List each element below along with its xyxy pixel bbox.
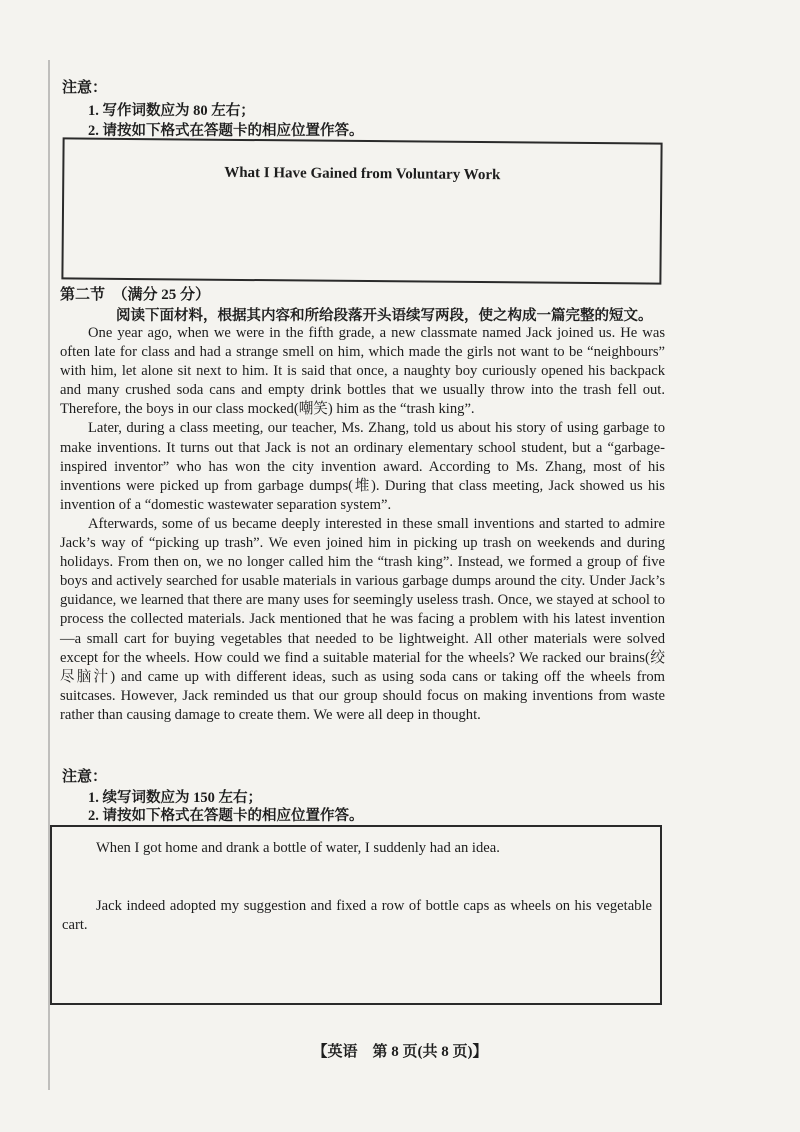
note-label-2: 注意： — [62, 769, 108, 785]
section-instruction: 阅读下面材料，根据其内容和所给段落开头语续写两段，使之构成一篇完整的短文。 — [116, 308, 653, 324]
section-heading: 第二节 （满分 25 分） — [60, 287, 211, 303]
writing-box-1 — [61, 137, 662, 284]
note-item-4: 2. 请按如下格式在答题卡的相应位置作答。 — [88, 808, 364, 824]
passage-paragraph-2: Later, during a class meeting, our teacher, Ms. Zhang, told us about his story of using garbage to make inventions. It turns out that Jack is not an ordinary elementary school student, but a “garbage-inspired inventor” who has won the city invention award. According to Ms. Zhang, most of his inventions were picked up from garbage dumps(堆). During that class meeting, Jack showed us his invention of a “domestic wastewater separation system”. — [60, 420, 665, 513]
passage-paragraph-3: Afterwards, some of us became deeply interested in these small inventions and started to admire Jack’s way of “picking up trash”. We even joined him in picking up trash on weekends and during holidays. From then on, we no longer called him the “trash king”. Instead, we formed a group of five boys and actively searched for usable materials in various garbage dumps around the city. Under Jack’s guidance, we learned that there are many uses for seemingly useless trash. Once, we stayed at school to process the collected materials. Jack mentioned that he was facing a problem with his latest invention—a small cart for buying vegetables that needed to be lightweight. All other materials were solved except for the wheels. How could we find a suitable material for the wheels? We racked our brains(绞尽脑汁) and came up with different ideas, such as using soda cans or taking off the wheels from suitcases. However, Jack reminded us that our group should focus on making inventions from waste rather than causing damage to create them. We were all deep in thought. — [60, 515, 665, 723]
writing-box-2 — [50, 825, 662, 1005]
page-footer: 【英语 第 8 页(共 8 页)】 — [312, 1044, 488, 1060]
note-label-1: 注意： — [62, 80, 108, 96]
note-item-2: 2. 请按如下格式在答题卡的相应位置作答。 — [88, 123, 364, 139]
continuation-opening-1: When I got home and drank a bottle of water, I suddenly had an idea. — [96, 840, 500, 856]
writing-title: What I Have Gained from Voluntary Work — [224, 164, 501, 184]
note-item-3: 1. 续写词数应为 150 左右； — [88, 790, 262, 806]
note-item-1: 1. 写作词数应为 80 左右； — [88, 103, 255, 119]
continuation-opening-2: Jack indeed adopted my suggestion and fixed a row of bottle caps as wheels on his vegetable cart. — [62, 898, 652, 933]
passage-paragraph-1: One year ago, when we were in the fifth grade, a new classmate named Jack joined us. He was often late for class and had a strange smell on him, which made the girls not want to be “neighbours” with him, let alone sit next to him. It is said that once, a naughty boy curiously opened his backpack and many crushed soda cans and empty drink bottles that we usually throw into the trash fell out. Therefore, the boys in our class mocked(嘲笑) him as the “trash king”. — [60, 325, 665, 418]
reading-passage — [60, 324, 665, 725]
